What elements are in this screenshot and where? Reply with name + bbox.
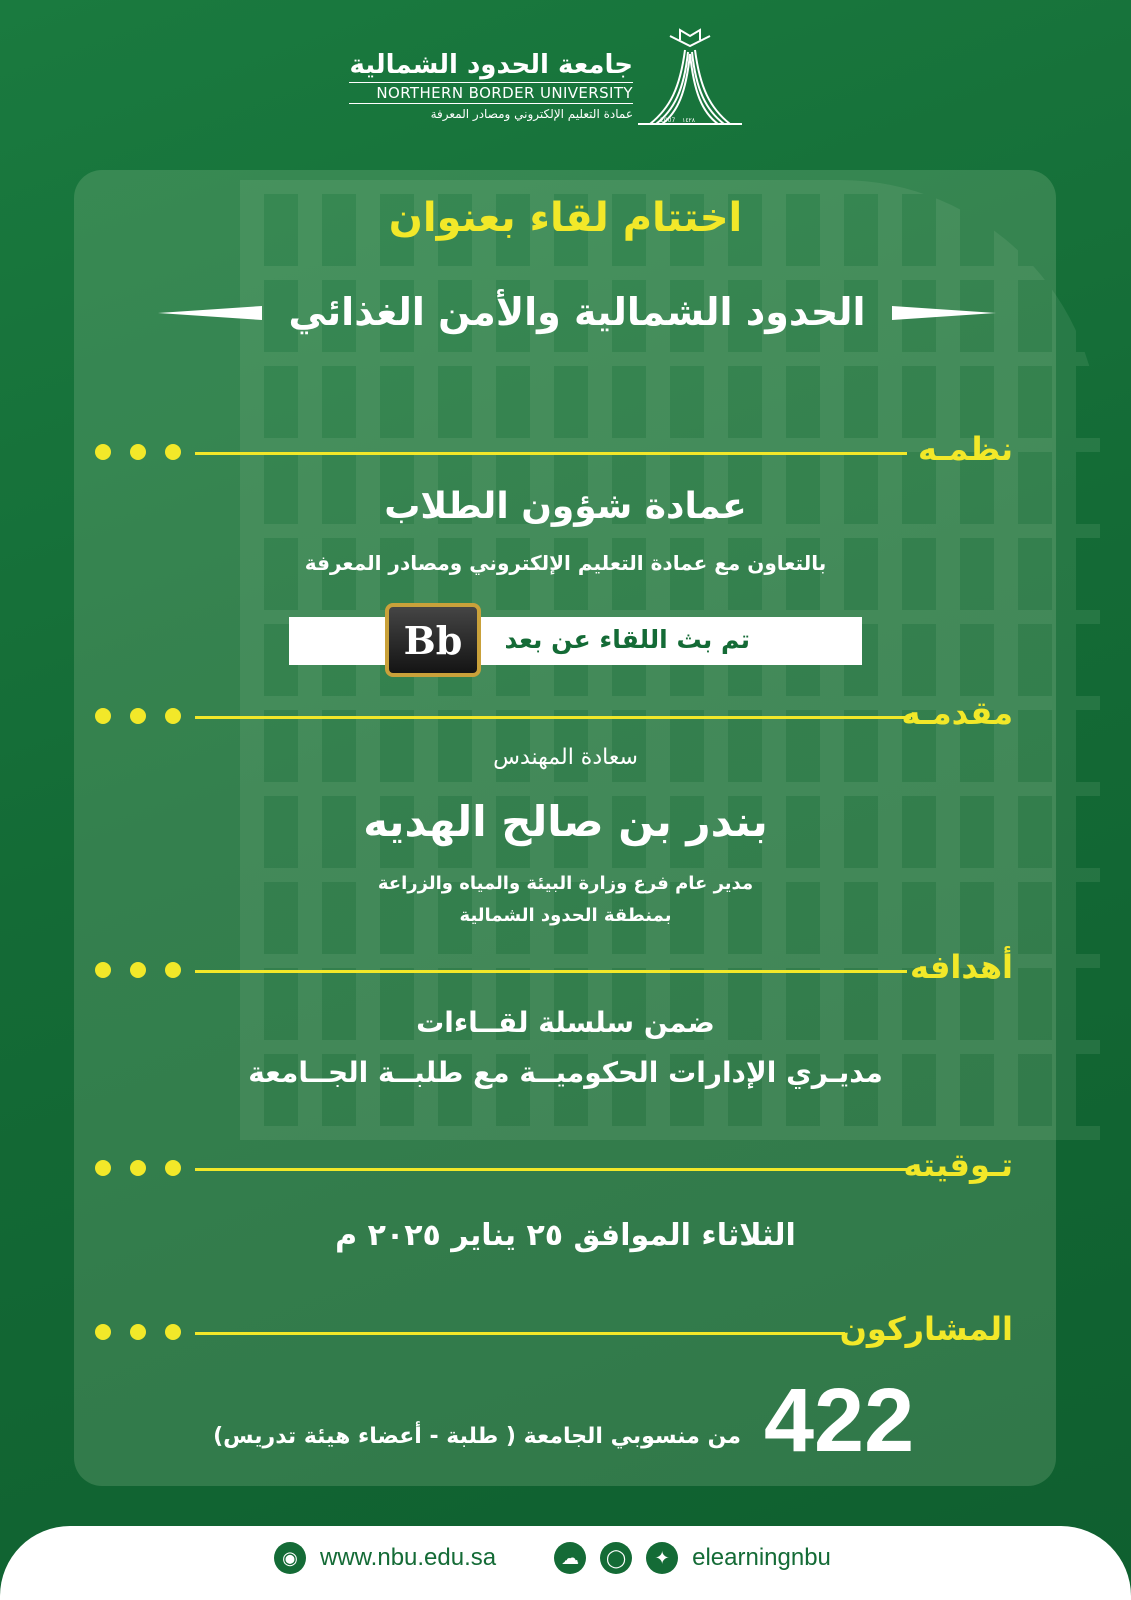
social-handle[interactable]: elearningnbu [692, 1544, 831, 1571]
presenter-position-line1: مدير عام فرع وزارة البيئة والمياه والزراعة [377, 873, 754, 894]
dots-decoration [95, 444, 181, 462]
section-label: تـوقيته [903, 1146, 1013, 1184]
section-label: أهدافه [910, 948, 1013, 986]
instagram-icon[interactable]: ◯ [600, 1542, 632, 1574]
participant-description: من منسوبي الجامعة ( طلبة - أعضاء هيئة تدريس) [213, 1424, 741, 1449]
divider-line [195, 1332, 845, 1335]
goals-line1: ضمن سلسلة لقــاءات [416, 1006, 715, 1039]
broadcast-banner [289, 617, 862, 665]
section-participants-header [95, 1310, 1045, 1354]
section-goals-header [95, 948, 1045, 992]
deanship-name: عمادة التعليم الإلكتروني ومصادر المعرفة [430, 107, 633, 121]
presenter-name: بندر بن صالح الهديه [363, 797, 768, 846]
svg-text:2007 _ ١٤٢٨: 2007 _ ١٤٢٨ [660, 117, 695, 124]
event-date: الثلاثاء الموافق ٢٥ يناير ٢٠٢٥ م [335, 1218, 796, 1253]
participant-count: 422 [764, 1371, 915, 1471]
organizer-name: عمادة شؤون الطلاب [384, 486, 747, 527]
dots-decoration [95, 708, 181, 726]
dots-decoration [95, 1160, 181, 1178]
divider-line [195, 452, 907, 455]
event-title-intro: اختتام لقاء بعنوان [388, 195, 743, 241]
section-label: نظمـه [918, 430, 1013, 468]
section-label: مقدمـه [901, 694, 1013, 732]
university-name-en: NORTHERN BORDER UNIVERSITY [349, 82, 633, 104]
university-name-ar: جامعة الحدود الشمالية [349, 50, 633, 80]
divider-line [195, 1168, 907, 1171]
presenter-title: سعادة المهندس [493, 745, 638, 770]
right-arrow-decoration [892, 306, 996, 320]
header [0, 28, 1131, 138]
dots-decoration [95, 1324, 181, 1342]
section-presenter-header [95, 694, 1045, 738]
footer-contacts [274, 1542, 831, 1574]
website-link[interactable]: www.nbu.edu.sa [320, 1544, 497, 1571]
section-timing-header [95, 1146, 1045, 1190]
presenter-position-line2: بمنطقة الحدود الشمالية [459, 905, 672, 926]
university-logo-text [349, 50, 633, 124]
twitter-icon[interactable]: ✦ [646, 1542, 678, 1574]
event-title-wrap [158, 286, 996, 346]
event-title: الحدود الشمالية والأمن الغذائي [288, 290, 866, 334]
globe-icon[interactable]: ◉ [274, 1542, 306, 1574]
divider-line [195, 716, 911, 719]
university-logo-emblem [630, 28, 750, 128]
divider-line [195, 970, 907, 973]
section-label: المشاركون [839, 1310, 1013, 1348]
footer [0, 1526, 1131, 1600]
section-organizer-header [95, 430, 1045, 474]
blackboard-logo-icon: Bb [385, 603, 481, 677]
cooperation-text: بالتعاون مع عمادة التعليم الإلكتروني ومصادر المعرفة [304, 551, 827, 575]
snapchat-icon[interactable]: ☁ [554, 1542, 586, 1574]
dots-decoration [95, 962, 181, 980]
goals-line2: مديـري الإدارات الحكوميــة مع طلبــة الجــامعة [248, 1056, 883, 1089]
broadcast-text: تم بث اللقاء عن بعد [504, 625, 750, 654]
